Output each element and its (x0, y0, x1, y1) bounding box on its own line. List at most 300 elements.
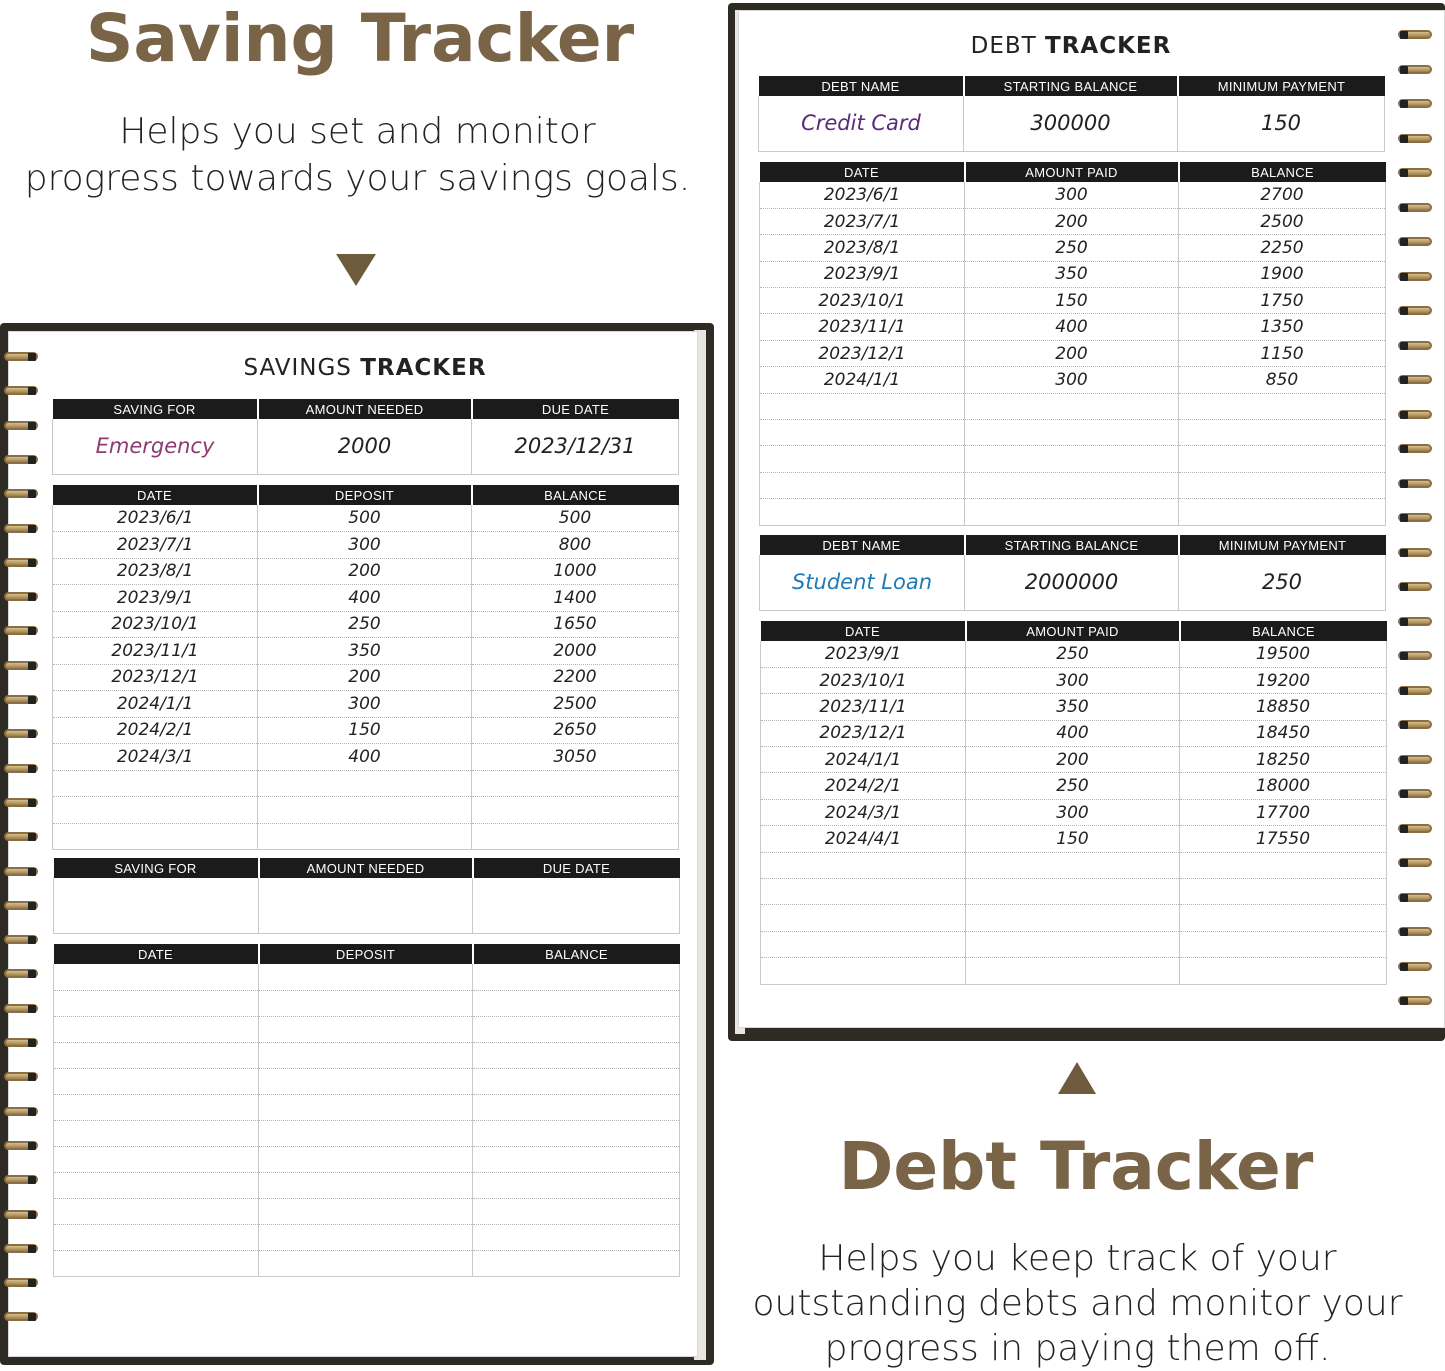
spiral-ring-icon (4, 693, 38, 707)
amount-cell[interactable]: 150 (258, 717, 472, 744)
savings-title-bold: TRACKER (360, 355, 487, 381)
balance-cell[interactable] (473, 1068, 680, 1094)
date-header: DATE (53, 485, 258, 505)
balance-cell[interactable] (1180, 879, 1387, 905)
starting-balance-header: STARTING BALANCE (964, 76, 1178, 96)
date-cell[interactable] (53, 797, 258, 824)
amount-cell[interactable] (258, 823, 472, 850)
table-row (761, 905, 1387, 931)
due-date-value[interactable] (473, 878, 680, 933)
balance-cell[interactable]: 800 (472, 532, 679, 559)
saving-description-line-1: Helps you set and monitor (119, 111, 596, 152)
spiral-ring-icon (1398, 339, 1432, 353)
date-cell[interactable]: 2023/9/1 (761, 641, 966, 667)
debt-page-title (758, 33, 1384, 59)
spiral-ring-icon (4, 384, 38, 398)
amount-cell[interactable] (259, 1146, 473, 1172)
amount-cell[interactable]: 300 (966, 799, 1180, 825)
amount-needed-header: AMOUNT NEEDED (259, 858, 473, 878)
balance-cell[interactable]: 1900 (1179, 261, 1386, 287)
amount-cell[interactable]: 350 (966, 694, 1180, 720)
spiral-ring-icon (1398, 235, 1432, 249)
date-cell[interactable] (760, 446, 965, 472)
debt-2-table (759, 535, 1386, 611)
amount-cell[interactable] (259, 964, 473, 990)
triangle-up-icon (1058, 1062, 1096, 1094)
table-row (760, 208, 1386, 234)
date-cell[interactable]: 2023/10/1 (760, 288, 965, 314)
date-cell[interactable]: 2023/12/1 (761, 720, 966, 746)
spiral-ring-icon (4, 624, 38, 638)
balance-cell[interactable]: 17550 (1180, 826, 1387, 852)
spiral-ring-icon (1398, 201, 1432, 215)
amount-cell[interactable] (966, 931, 1180, 957)
date-cell[interactable] (54, 1146, 259, 1172)
amount-cell[interactable]: 400 (966, 720, 1180, 746)
spiral-ring-icon (4, 967, 38, 981)
date-cell[interactable] (54, 1016, 259, 1042)
balance-cell[interactable]: 2700 (1179, 182, 1386, 208)
balance-cell[interactable] (1180, 905, 1387, 931)
date-cell[interactable]: 2023/6/1 (53, 505, 258, 532)
debt-name-header: DEBT NAME (759, 76, 964, 96)
balance-cell[interactable] (1180, 958, 1387, 984)
balance-cell[interactable] (473, 1094, 680, 1120)
savings-log-1-table (52, 485, 679, 850)
balance-cell[interactable]: 17700 (1180, 799, 1387, 825)
amount-cell[interactable] (965, 393, 1179, 419)
amount-cell[interactable]: 350 (965, 261, 1179, 287)
spiral-ring-icon (4, 1139, 38, 1153)
spiral-ring-icon (1398, 408, 1432, 422)
date-cell[interactable] (54, 1250, 259, 1276)
debt-1-table (758, 76, 1385, 152)
debt-description-line-3: progress in paying them off. (824, 1328, 1331, 1369)
amount-cell[interactable]: 300 (965, 367, 1179, 393)
date-cell[interactable] (54, 1120, 259, 1146)
table-row (53, 744, 679, 771)
table-row (53, 558, 679, 585)
table-row (760, 235, 1386, 261)
amount-cell[interactable] (259, 1224, 473, 1250)
table-row (761, 931, 1387, 957)
spiral-ring-icon (1398, 373, 1432, 387)
spiral-ring-icon (1398, 270, 1432, 284)
table-row (53, 611, 679, 638)
balance-cell[interactable]: 1350 (1179, 314, 1386, 340)
date-cell[interactable]: 2023/9/1 (53, 585, 258, 612)
debt-log-1-table (759, 162, 1386, 526)
amount-cell[interactable] (259, 1198, 473, 1224)
date-cell[interactable]: 2023/11/1 (761, 694, 966, 720)
spiral-ring-icon (1398, 994, 1432, 1008)
spiral-ring-icon (1398, 132, 1432, 146)
balance-cell[interactable]: 850 (1179, 367, 1386, 393)
spiral-ring-icon (4, 1105, 38, 1119)
saving-for-value[interactable]: Emergency (53, 419, 258, 474)
date-cell[interactable]: 2023/12/1 (53, 664, 258, 691)
balance-cell[interactable]: 18250 (1180, 747, 1387, 773)
balance-cell[interactable] (1179, 393, 1386, 419)
balance-cell[interactable] (473, 1198, 680, 1224)
deposit-header: DEPOSIT (258, 485, 472, 505)
savings-log-2-table (53, 944, 680, 1277)
table-row (54, 1094, 680, 1120)
amount-paid-header: AMOUNT PAID (966, 621, 1180, 641)
amount-cell[interactable] (259, 1042, 473, 1068)
saving-tracker-headline: Saving Tracker (85, 0, 635, 77)
date-cell[interactable]: 2023/10/1 (761, 667, 966, 693)
date-cell[interactable] (761, 852, 966, 878)
spiral-ring-icon (1398, 649, 1432, 663)
spiral-ring-icon (1398, 28, 1432, 42)
balance-cell[interactable] (473, 1016, 680, 1042)
date-cell[interactable]: 2024/3/1 (761, 799, 966, 825)
starting-balance-value[interactable]: 300000 (964, 96, 1178, 151)
table-row (53, 585, 679, 612)
balance-cell[interactable]: 2000 (472, 638, 679, 665)
date-cell[interactable]: 2024/3/1 (53, 744, 258, 771)
spiral-ring-icon (4, 727, 38, 741)
date-cell[interactable] (761, 905, 966, 931)
minimum-payment-header: MINIMUM PAYMENT (1179, 535, 1386, 555)
balance-cell[interactable] (473, 1224, 680, 1250)
date-cell[interactable]: 2023/8/1 (760, 235, 965, 261)
balance-cell[interactable] (473, 1250, 680, 1276)
spiral-ring-icon (4, 590, 38, 604)
date-cell[interactable] (54, 1068, 259, 1094)
spiral-ring-icon (1398, 615, 1432, 629)
amount-cell[interactable] (259, 1016, 473, 1042)
balance-cell[interactable]: 1400 (472, 585, 679, 612)
date-cell[interactable] (54, 1042, 259, 1068)
date-header: DATE (760, 162, 965, 182)
saving-for-value[interactable] (54, 878, 259, 933)
spiral-ring-icon (4, 350, 38, 364)
balance-cell[interactable]: 2500 (1179, 208, 1386, 234)
table-row (54, 1198, 680, 1224)
balance-cell[interactable] (473, 990, 680, 1016)
spiral-ring-icon (4, 1242, 38, 1256)
spiral-ring-icon (4, 1070, 38, 1084)
date-cell[interactable] (760, 393, 965, 419)
debt-name-header: DEBT NAME (760, 535, 965, 555)
spiral-ring-icon (1398, 925, 1432, 939)
amount-cell[interactable] (259, 1172, 473, 1198)
spiral-ring-icon (1398, 477, 1432, 491)
table-row (761, 826, 1387, 852)
amount-cell[interactable] (965, 446, 1179, 472)
date-cell[interactable] (760, 472, 965, 498)
balance-cell[interactable] (1179, 420, 1386, 446)
amount-cell[interactable]: 500 (258, 505, 472, 532)
date-cell[interactable] (54, 1172, 259, 1198)
date-cell[interactable] (53, 823, 258, 850)
table-row (760, 288, 1386, 314)
table-row (53, 638, 679, 665)
spiral-ring-icon (4, 899, 38, 913)
spiral-ring-icon (1398, 166, 1432, 180)
amount-needed-value[interactable]: 2000 (258, 419, 472, 474)
balance-cell[interactable]: 2650 (472, 717, 679, 744)
date-cell[interactable]: 2023/7/1 (53, 532, 258, 559)
amount-cell[interactable]: 200 (258, 664, 472, 691)
table-row (761, 958, 1387, 984)
table-row (53, 664, 679, 691)
table-row (761, 773, 1387, 799)
amount-cell[interactable] (965, 420, 1179, 446)
balance-cell[interactable] (1179, 499, 1386, 525)
spiral-ring-icon (1398, 822, 1432, 836)
spiral-ring-icon (4, 762, 38, 776)
table-row (761, 879, 1387, 905)
spiral-ring-icon (1398, 97, 1432, 111)
spiral-ring-icon (1398, 546, 1432, 560)
date-cell[interactable]: 2024/4/1 (761, 826, 966, 852)
table-row (761, 799, 1387, 825)
amount-cell[interactable] (966, 852, 1180, 878)
balance-header: BALANCE (472, 485, 679, 505)
date-cell[interactable] (53, 770, 258, 797)
balance-cell[interactable]: 18000 (1180, 773, 1387, 799)
debt-name-value[interactable]: Credit Card (759, 96, 964, 151)
amount-cell[interactable] (258, 770, 472, 797)
balance-cell[interactable] (472, 770, 679, 797)
amount-cell[interactable] (966, 905, 1180, 931)
balance-cell[interactable]: 19200 (1180, 667, 1387, 693)
amount-cell[interactable]: 200 (258, 558, 472, 585)
balance-cell[interactable] (1179, 472, 1386, 498)
spiral-ring-icon (4, 830, 38, 844)
amount-cell[interactable]: 400 (965, 314, 1179, 340)
date-cell[interactable]: 2023/8/1 (53, 558, 258, 585)
date-cell[interactable] (54, 964, 259, 990)
spiral-ring-icon (1398, 856, 1432, 870)
amount-needed-value[interactable] (259, 878, 473, 933)
spiral-ring-icon (1398, 960, 1432, 974)
spiral-ring-icon (1398, 787, 1432, 801)
debt-description-line-2: outstanding debts and monitor your (752, 1283, 1403, 1324)
amount-cell[interactable]: 300 (965, 182, 1179, 208)
balance-cell[interactable] (1180, 931, 1387, 957)
spiral-ring-icon (1398, 753, 1432, 767)
spiral-ring-icon (4, 1208, 38, 1222)
spiral-ring-icon (4, 933, 38, 947)
spiral-ring-icon (4, 796, 38, 810)
table-row (53, 691, 679, 718)
amount-cell[interactable] (259, 1094, 473, 1120)
date-cell[interactable]: 2023/11/1 (760, 314, 965, 340)
balance-cell[interactable]: 1650 (472, 611, 679, 638)
table-row (53, 823, 679, 850)
table-row (54, 1016, 680, 1042)
balance-header: BALANCE (1180, 621, 1387, 641)
saving-description-line-2: progress towards your savings goals. (24, 158, 691, 199)
table-row (761, 747, 1387, 773)
balance-cell[interactable]: 2250 (1179, 235, 1386, 261)
table-row (760, 420, 1386, 446)
date-cell[interactable]: 2024/2/1 (761, 773, 966, 799)
debt-log-2-table (760, 621, 1387, 985)
spiral-ring-icon (4, 1002, 38, 1016)
date-cell[interactable]: 2024/1/1 (760, 367, 965, 393)
table-row (761, 720, 1387, 746)
date-cell[interactable] (760, 420, 965, 446)
table-row (760, 340, 1386, 366)
date-header: DATE (54, 944, 259, 964)
minimum-payment-value[interactable]: 150 (1178, 96, 1385, 151)
amount-cell[interactable]: 400 (258, 585, 472, 612)
date-cell[interactable]: 2023/12/1 (760, 340, 965, 366)
date-cell[interactable]: 2023/6/1 (760, 182, 965, 208)
table-row (53, 505, 679, 532)
amount-cell[interactable]: 250 (258, 611, 472, 638)
date-cell[interactable]: 2024/1/1 (761, 747, 966, 773)
spiral-ring-icon (4, 1173, 38, 1187)
spiral-ring-icon (1398, 891, 1432, 905)
amount-cell[interactable]: 300 (258, 691, 472, 718)
amount-cell[interactable]: 250 (965, 235, 1179, 261)
amount-cell[interactable]: 150 (966, 826, 1180, 852)
minimum-payment-value[interactable]: 250 (1179, 555, 1386, 610)
balance-cell[interactable] (1180, 852, 1387, 878)
spiral-ring-icon (4, 556, 38, 570)
table-row (760, 446, 1386, 472)
table-row (761, 852, 1387, 878)
table-row (761, 694, 1387, 720)
balance-cell[interactable] (473, 1042, 680, 1068)
table-row (53, 532, 679, 559)
balance-cell[interactable] (473, 964, 680, 990)
amount-cell[interactable] (259, 990, 473, 1016)
amount-cell[interactable]: 150 (965, 288, 1179, 314)
balance-cell[interactable]: 500 (472, 505, 679, 532)
date-header: DATE (761, 621, 966, 641)
table-row (760, 393, 1386, 419)
balance-cell[interactable]: 3050 (472, 744, 679, 771)
date-cell[interactable] (54, 1224, 259, 1250)
table-row (54, 1120, 680, 1146)
balance-cell[interactable] (473, 1146, 680, 1172)
balance-cell[interactable]: 1750 (1179, 288, 1386, 314)
spiral-ring-icon (4, 522, 38, 536)
date-cell[interactable]: 2024/1/1 (53, 691, 258, 718)
amount-cell[interactable]: 300 (966, 667, 1180, 693)
saving-for-header: SAVING FOR (54, 858, 259, 878)
date-cell[interactable] (54, 1198, 259, 1224)
spiral-ring-icon (1398, 511, 1432, 525)
table-row (54, 1042, 680, 1068)
amount-cell[interactable]: 400 (258, 744, 472, 771)
table-row (760, 472, 1386, 498)
date-cell[interactable]: 2023/9/1 (760, 261, 965, 287)
date-cell[interactable] (54, 990, 259, 1016)
spiral-ring-icon (1398, 684, 1432, 698)
table-row (761, 641, 1387, 667)
balance-cell[interactable]: 1150 (1179, 340, 1386, 366)
balance-cell[interactable] (473, 1120, 680, 1146)
balance-cell[interactable] (472, 797, 679, 824)
savings-title-light: SAVINGS (243, 355, 352, 381)
amount-needed-header: AMOUNT NEEDED (258, 399, 472, 419)
table-row (54, 990, 680, 1016)
debt-name-value[interactable]: Student Loan (760, 555, 965, 610)
amount-cell[interactable] (965, 472, 1179, 498)
table-row (760, 261, 1386, 287)
spiral-ring-icon (4, 453, 38, 467)
spiral-ring-icon (4, 1036, 38, 1050)
table-row (760, 499, 1386, 525)
savings-page-title (52, 355, 678, 381)
starting-balance-value[interactable]: 2000000 (965, 555, 1179, 610)
amount-cell[interactable]: 200 (966, 747, 1180, 773)
date-cell[interactable] (54, 1094, 259, 1120)
table-row (53, 797, 679, 824)
amount-cell[interactable] (966, 958, 1180, 984)
balance-cell[interactable]: 2500 (472, 691, 679, 718)
table-row (54, 1250, 680, 1276)
due-date-header: DUE DATE (473, 858, 680, 878)
amount-cell[interactable] (259, 1120, 473, 1146)
debt-tracker-headline: Debt Tracker (838, 1128, 1314, 1205)
amount-cell[interactable]: 200 (965, 208, 1179, 234)
spiral-ring-icon (1398, 580, 1432, 594)
amount-cell[interactable] (259, 1068, 473, 1094)
balance-cell[interactable]: 1000 (472, 558, 679, 585)
spiral-ring-icon (4, 1276, 38, 1290)
balance-cell[interactable]: 2200 (472, 664, 679, 691)
table-row (54, 1172, 680, 1198)
amount-cell[interactable] (966, 879, 1180, 905)
due-date-value[interactable]: 2023/12/31 (472, 419, 679, 474)
amount-cell[interactable]: 200 (965, 340, 1179, 366)
date-cell[interactable]: 2024/2/1 (53, 717, 258, 744)
spiral-ring-icon (1398, 442, 1432, 456)
savings-goal-2-table (53, 858, 680, 934)
debt-tracker-description (745, 1236, 1410, 1371)
table-row (54, 1146, 680, 1172)
date-cell[interactable] (761, 879, 966, 905)
date-cell[interactable]: 2023/11/1 (53, 638, 258, 665)
balance-cell[interactable]: 18850 (1180, 694, 1387, 720)
spiral-ring-icon (4, 419, 38, 433)
date-cell[interactable]: 2023/7/1 (760, 208, 965, 234)
debt-title-bold: TRACKER (1045, 33, 1172, 59)
date-cell[interactable] (761, 931, 966, 957)
table-row (54, 964, 680, 990)
saving-tracker-description (20, 108, 695, 202)
spiral-ring-icon (1398, 304, 1432, 318)
date-cell[interactable] (760, 499, 965, 525)
amount-cell[interactable] (258, 797, 472, 824)
amount-cell[interactable]: 350 (258, 638, 472, 665)
balance-cell[interactable] (1179, 446, 1386, 472)
date-cell[interactable] (761, 958, 966, 984)
amount-cell[interactable]: 300 (258, 532, 472, 559)
amount-cell[interactable] (259, 1250, 473, 1276)
amount-cell[interactable]: 250 (966, 641, 1180, 667)
balance-cell[interactable] (473, 1172, 680, 1198)
balance-cell[interactable] (472, 823, 679, 850)
balance-cell[interactable]: 19500 (1180, 641, 1387, 667)
amount-cell[interactable] (965, 499, 1179, 525)
table-row (53, 770, 679, 797)
debt-description-line-1: Helps you keep track of your (818, 1238, 1337, 1279)
amount-cell[interactable]: 250 (966, 773, 1180, 799)
date-cell[interactable]: 2023/10/1 (53, 611, 258, 638)
table-row (54, 1068, 680, 1094)
balance-cell[interactable]: 18450 (1180, 720, 1387, 746)
